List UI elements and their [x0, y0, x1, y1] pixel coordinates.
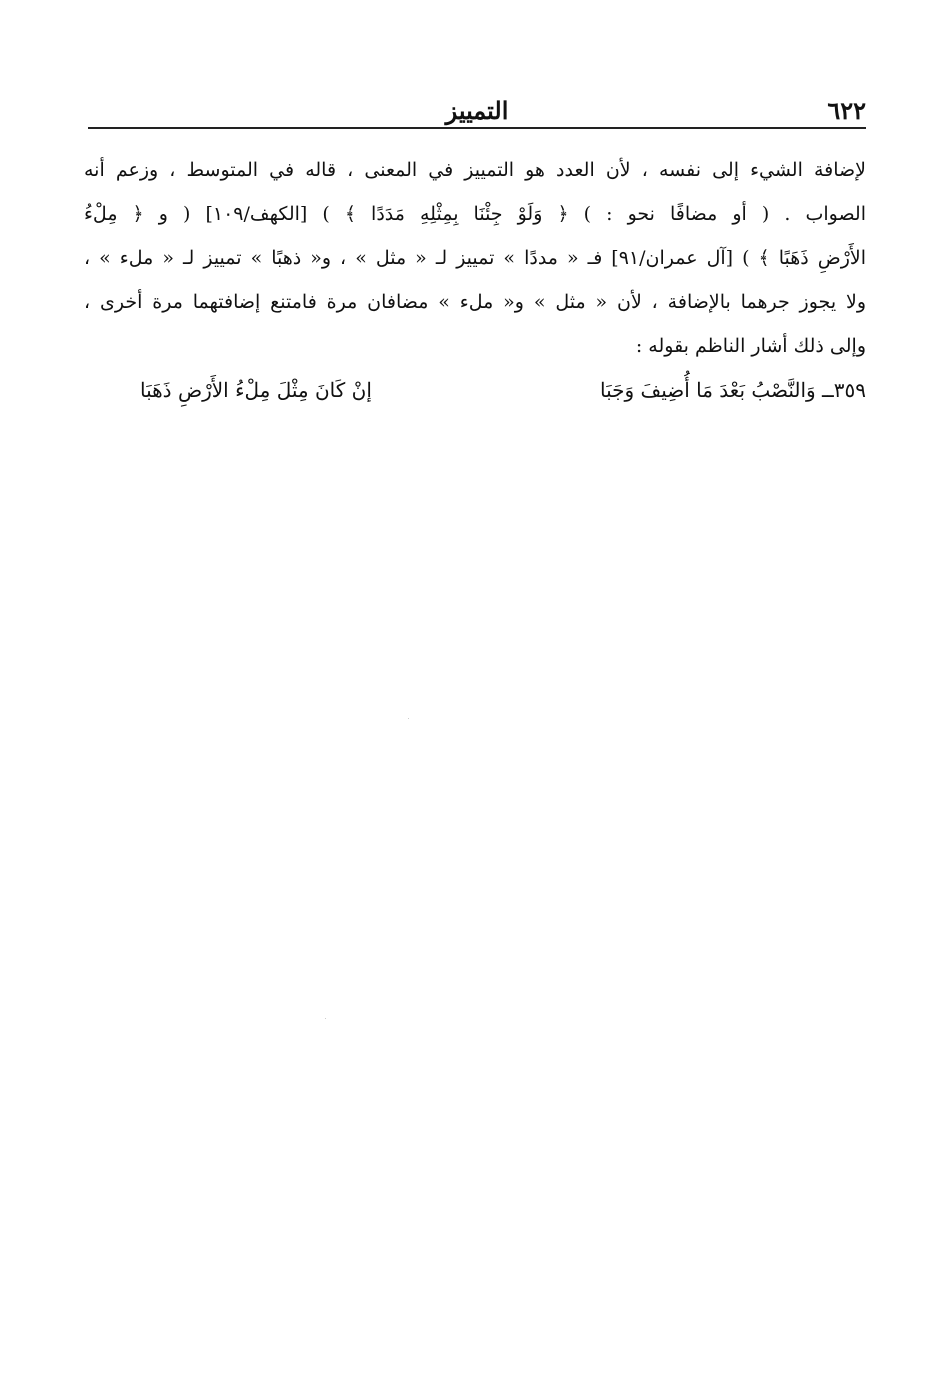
page-number: ٦٢٢	[827, 96, 866, 125]
poetry-verse	[140, 368, 866, 412]
text-line: الصواب . ( أو مضافًا نحو : ) ﴿ وَلَوْ جِئْنَا بِمِثْلِهِ مَدَدًا ﴾ ) [الكهف/١٠٩] ( و ﴿ مِلْءُ	[84, 203, 866, 225]
running-title: التمييز	[445, 96, 509, 125]
text-line: الأَرْضِ ذَهَبًا ﴾ ) [آل عمران/٩١] فـ « مددًا » تمييز لـ « مثل » ، و« ذهبًا » تمييز لـ « ملء » ،	[84, 247, 866, 269]
page-header	[88, 96, 866, 126]
scan-speck	[325, 1018, 326, 1019]
text-line: ولا يجوز جرهما بالإضافة ، لأن « مثل » و« ملء » مضافان مرة فامتنع إضافتهما مرة أخرى ،	[84, 291, 866, 313]
text-line: لإضافة الشيء إلى نفسه ، لأن العدد هو التمييز في المعنى ، قاله في المتوسط ، وزعم أنه	[84, 159, 866, 181]
verse-first-hemistich: ٣٥٩ــ وَالنَّصْبُ بَعْدَ مَا أُضِيفَ وَجَبَا	[599, 378, 866, 402]
body-paragraph	[84, 148, 866, 368]
verse-second-hemistich: إنْ كَانَ مِثْلَ مِلْءُ الأَرْضِ ذَهَبَا	[140, 378, 372, 402]
scan-speck	[408, 718, 409, 719]
header-divider	[88, 127, 866, 129]
text-line: وإلى ذلك أشار الناظم بقوله :	[635, 335, 866, 357]
